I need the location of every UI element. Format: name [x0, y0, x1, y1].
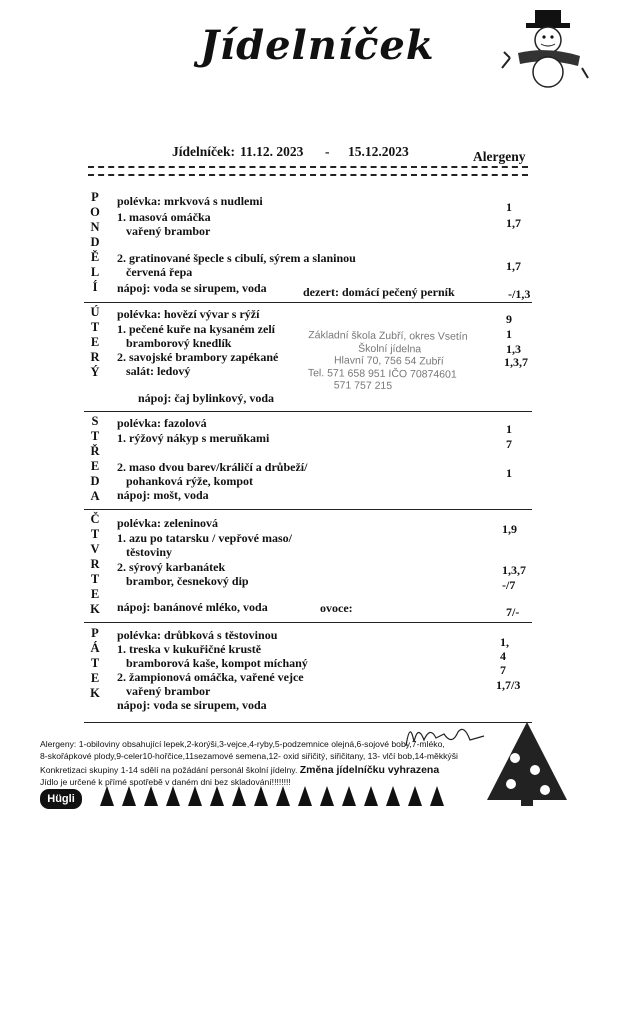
allergen-value: -/7 — [502, 578, 516, 592]
allergens-heading: Alergeny — [473, 149, 526, 164]
menu-line: nápoj: voda se sirupem, voda — [117, 281, 267, 295]
menu-line: těstoviny — [126, 545, 172, 559]
allergen-value: 1, — [500, 635, 509, 649]
allergen-value: 1 — [506, 327, 512, 341]
allergen-value: -/1,3 — [508, 287, 531, 301]
hugli-logo: Hügli — [40, 789, 82, 809]
menu-line: polévka: fazolová — [117, 416, 207, 430]
christmas-trees-decoration — [100, 786, 452, 811]
menu-title: Jídelníček — [200, 22, 435, 69]
allergen-value: 1,7/3 — [496, 678, 521, 692]
menu-line: nápoj: banánové mléko, voda — [117, 600, 268, 614]
menu-line: nápoj: mošt, voda — [117, 488, 209, 502]
menu-line: 2. maso dvou barev/králičí a drůbeží/ — [117, 460, 308, 474]
tree-icon — [342, 786, 356, 806]
storage-note: Jídlo je určené k přímé spotřebě v daném dni bez skladování!!!!!!!! — [40, 777, 291, 787]
snowman-icon — [500, 8, 590, 88]
day-divider — [84, 411, 532, 412]
school-stamp: Základní škola Zubří, okres Vsetín Školní jídelna Hlavní 70, 756 54 Zubří Tel. 571 658 951 IČO 70874601 571 757 215 — [307, 329, 468, 393]
allergen-legend-line: 8-skořápkové plody,9-celer10-hořčice,11sezamové semena,12- oxid siřičitý, siřičitany, 13- vlčí bob,14-měkkýši — [40, 751, 458, 761]
day-divider — [84, 302, 532, 303]
day-tuesday-letters: Ú T E R Ý — [90, 305, 100, 379]
menu-line: polévka: drůbková s těstovinou — [117, 628, 278, 642]
menu-line: 2. savojské brambory zapékané — [117, 350, 279, 364]
fruit-line: ovoce: — [320, 601, 353, 615]
tree-icon — [188, 786, 202, 806]
menu-line: polévka: mrkvová s nudlemi — [117, 194, 263, 208]
allergen-value: 1 — [506, 422, 512, 436]
menu-line: červená řepa — [126, 265, 193, 279]
tree-icon — [408, 786, 422, 806]
menu-line: 2. sýrový karbanátek — [117, 560, 226, 574]
menu-line: vařený brambor — [126, 684, 211, 698]
tree-icon — [144, 786, 158, 806]
menu-label: Jídelníček: — [172, 144, 235, 159]
menu-line: 1. treska v kukuřičné krustě — [117, 642, 262, 656]
allergen-value: 7 — [506, 437, 512, 451]
day-wednesday-letters: S T Ř E D A — [90, 414, 100, 503]
menu-line: 1. azu po tatarsku / vepřové maso/ — [117, 531, 292, 545]
date-from: 11.12. 2023 — [240, 144, 304, 159]
allergen-value: 4 — [500, 649, 506, 663]
menu-line: vařený brambor — [126, 224, 211, 238]
allergen-value: 7 — [500, 663, 506, 677]
menu-line: 1. masová omáčka — [117, 210, 211, 224]
menu-line: nápoj: voda se sirupem, voda — [117, 698, 267, 712]
tree-icon — [210, 786, 224, 806]
tree-icon — [100, 786, 114, 806]
menu-line: nápoj: čaj bylinkový, voda — [138, 391, 275, 405]
allergen-value: 1 — [506, 200, 512, 214]
menu-line: pohanková rýže, kompot — [126, 474, 254, 488]
tree-icon — [364, 786, 378, 806]
tree-icon — [232, 786, 246, 806]
date-separator: - — [325, 144, 330, 159]
allergen-value: 1,9 — [502, 522, 517, 536]
day-divider — [84, 509, 532, 510]
allergen-value: 1,7 — [506, 216, 521, 230]
menu-line: polévka: zeleninová — [117, 516, 218, 530]
tree-icon — [386, 786, 400, 806]
menu-line: 1. pečené kuře na kysaném zelí — [117, 322, 275, 336]
tree-icon — [276, 786, 290, 806]
menu-line: polévka: hovězí vývar s rýží — [117, 307, 260, 321]
change-reserved-note: Změna jídelníčku vyhrazena — [299, 764, 440, 776]
tree-icon — [122, 786, 136, 806]
allergen-value: 1,7 — [506, 259, 521, 273]
divider — [88, 166, 528, 168]
menu-line: salát: ledový — [126, 364, 191, 378]
tree-icon — [320, 786, 334, 806]
divider — [88, 174, 528, 176]
date-to: 15.12.2023 — [348, 144, 409, 159]
menu-line: brambor, česnekový dip — [126, 574, 249, 588]
tree-icon — [166, 786, 180, 806]
allergen-legend-line: Alergeny: 1-obiloviny obsahující lepek,2-korýši,3-vejce,4-ryby,5-podzemnice olejná,6-sojové boby,7-mléko, — [40, 739, 445, 749]
menu-line: 1. rýžový nákyp s meruňkami — [117, 431, 270, 445]
tree-icon — [430, 786, 444, 806]
menu-line: 2. gratinované špecle s cibulí, sýrem a slaninou — [117, 251, 356, 265]
allergen-value: 7/- — [506, 605, 520, 619]
allergen-value: 1 — [506, 466, 512, 480]
decorated-tree-icon — [475, 718, 580, 808]
allergen-value: 1,3,7 — [502, 563, 526, 577]
allergen-value: 1,3 — [506, 342, 521, 356]
allergen-value: 1,3,7 — [504, 355, 528, 369]
tree-icon — [254, 786, 268, 806]
day-thursday-letters: Č T V R T E K — [90, 512, 100, 616]
menu-line: bramborový knedlík — [126, 336, 232, 350]
day-friday-letters: P Á T E K — [90, 626, 100, 700]
day-divider — [84, 622, 532, 623]
day-monday-letters: P O N D Ě L Í — [90, 190, 100, 294]
allergen-value: 9 — [506, 312, 512, 326]
notice-line: Konkretizaci skupiny 1-14 sdělí na požádání personál školní jídelny. Změna jídelníčku vyhrazena — [40, 764, 440, 776]
menu-line: bramborová kaše, kompot míchaný — [126, 656, 308, 670]
menu-line: 2. žampionová omáčka, vařené vejce — [117, 670, 304, 684]
dessert-line: dezert: domácí pečený perník — [303, 285, 455, 299]
tree-icon — [298, 786, 312, 806]
